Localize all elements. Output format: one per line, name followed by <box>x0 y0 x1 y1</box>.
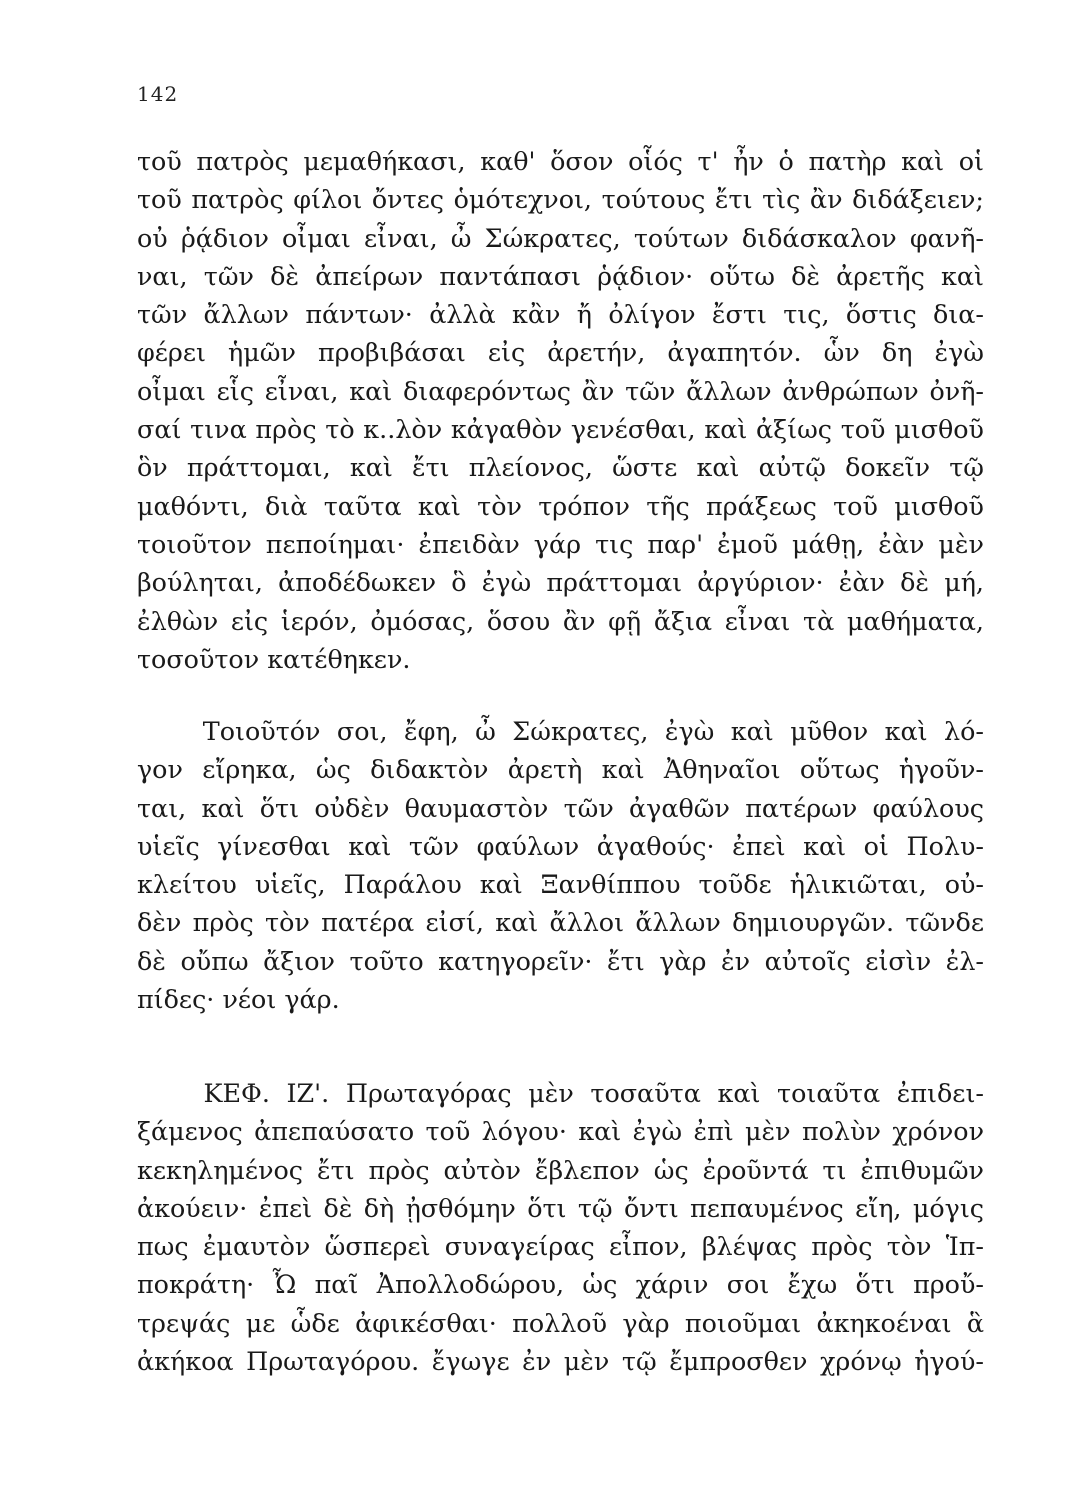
text-line: ΚΕΦ. ΙΖ'. Πρωταγόρας μὲν τοσαῦτα καὶ τοιαῦτα ἐπιδει- <box>137 1078 984 1108</box>
text-line: ξάμενος ἀπεπαύσατο τοῦ λόγου· καὶ ἐγὼ ἐπὶ μὲν πολὺν χρόνον <box>137 1116 984 1147</box>
text-line: ναι, τῶν δὲ ἀπείρων παντάπασι ῥᾴδιον· οὕτω δὲ ἀρετῆς καὶ <box>137 260 984 291</box>
text-line: τοσοῦτον κατέθηκεν. <box>137 643 411 674</box>
paragraph-2 <box>137 712 984 1018</box>
text-line: δὲ οὔπω ἄξιον τοῦτο κατηγορεῖν· ἔτι γὰρ ἐν αὐτοῖς εἰσὶν ἐλ- <box>137 945 984 976</box>
text-line: ἐλθὼν εἰς ἱερόν, ὀμόσας, ὅσου ἂν φῇ ἄξια εἶναι τὰ μαθήματα, <box>137 605 984 636</box>
text-line: ται, καὶ ὅτι οὐδὲν θαυμαστὸν τῶν ἀγαθῶν πατέρων φαύλους <box>137 792 984 823</box>
text-line: φέρει ἡμῶν προβιβάσαι εἰς ἀρετήν, ἀγαπητόν. ὧν δη ἐγὼ <box>137 337 984 368</box>
text-line: ἀκήκοα Πρωταγόρου. ἔγωγε ἐν μὲν τῷ ἔμπροσθεν χρόνῳ ἡγού- <box>137 1346 984 1377</box>
text-line: πίδες· νέοι γάρ. <box>137 984 340 1015</box>
text-line: γον εἴρηκα, ὡς διδακτὸν ἀρετὴ καὶ Ἀθηναῖοι οὕτως ἡγοῦν- <box>137 754 984 785</box>
text-line: δὲν πρὸς τὸν πατέρα εἰσί, καὶ ἄλλοι ἄλλων δημιουργῶν. τῶνδε <box>137 907 984 938</box>
text-line: τοῦ πατρὸς μεμαθήκασι, καθ' ὅσον οἷός τ' ἦν ὁ πατὴρ καὶ οἱ <box>137 146 984 176</box>
text-line: σαί τινα πρὸς τὸ κ..λὸν κἀγαθὸν γενέσθαι, καὶ ἀξίως τοῦ μισθοῦ <box>137 414 984 445</box>
page-number: 142 <box>137 82 179 106</box>
text-line: κλείτου υἱεῖς, Παράλου καὶ Ξανθίππου τοῦδε ἡλικιῶται, οὐ- <box>137 869 984 900</box>
text-line: ἀκούειν· ἐπεὶ δὲ δὴ ᾐσθόμην ὅτι τῷ ὄντι πεπαυμένος εἴη, μόγις <box>137 1192 984 1223</box>
text-line: τοιοῦτον πεποίημαι· ἐπειδὰν γάρ τις παρ' ἐμοῦ μάθῃ, ἐὰν μὲν <box>137 528 984 559</box>
text-line: ποκράτη· Ὦ παῖ Ἀπολλοδώρου, ὡς χάριν σοι ἔχω ὅτι προὔ- <box>137 1269 984 1300</box>
text-line: τῶν ἄλλων πάντων· ἀλλὰ κἂν ἤ ὀλίγον ἔστι τις, ὅστις δια- <box>137 299 984 330</box>
text-line: οὐ ῥᾴδιον οἶμαι εἶναι, ὦ Σώκρατες, τούτων διδάσκαλον φανῆ- <box>137 222 984 253</box>
paragraph-1 <box>137 142 984 678</box>
text-line: οἶμαι εἷς εἶναι, καὶ διαφερόντως ἂν τῶν ἄλλων ἀνθρώπων ὀνῆ- <box>137 375 984 406</box>
text-line: Τοιοῦτόν σοι, ἔφη, ὦ Σώκρατες, ἐγὼ καὶ μῦθον καὶ λό- <box>137 716 984 746</box>
text-line: τρεψάς με ὧδε ἀφικέσθαι· πολλοῦ γὰρ ποιοῦμαι ἀκηκοέναι ἃ <box>137 1307 984 1338</box>
text-line: ὃν πράττομαι, καὶ ἔτι πλείονος, ὥστε καὶ αὐτῷ δοκεῖν τῷ <box>137 452 984 483</box>
paragraph-3 <box>137 1074 984 1380</box>
text-line: τοῦ πατρὸς φίλοι ὄντες ὁμότεχνοι, τούτους ἔτι τὶς ἂν διδάξειεν; <box>137 184 984 215</box>
text-line: μαθόντι, διὰ ταῦτα καὶ τὸν τρόπον τῆς πράξεως τοῦ μισθοῦ <box>137 490 984 521</box>
text-line: βούληται, ἀποδέδωκεν ὃ ἐγὼ πράττομαι ἀργύριον· ἐὰν δὲ μή, <box>137 567 984 598</box>
text-line: πως ἐμαυτὸν ὥσπερεὶ συναγείρας εἶπον, βλέψας πρὸς τὸν Ἱπ- <box>137 1231 984 1262</box>
text-line: κεκηλημένος ἔτι πρὸς αὐτὸν ἔβλεπον ὡς ἐροῦντά τι ἐπιθυμῶν <box>137 1154 984 1185</box>
text-line: υἱεῖς γίνεσθαι καὶ τῶν φαύλων ἀγαθούς· ἐπεὶ καὶ οἱ Πολυ- <box>137 830 984 861</box>
